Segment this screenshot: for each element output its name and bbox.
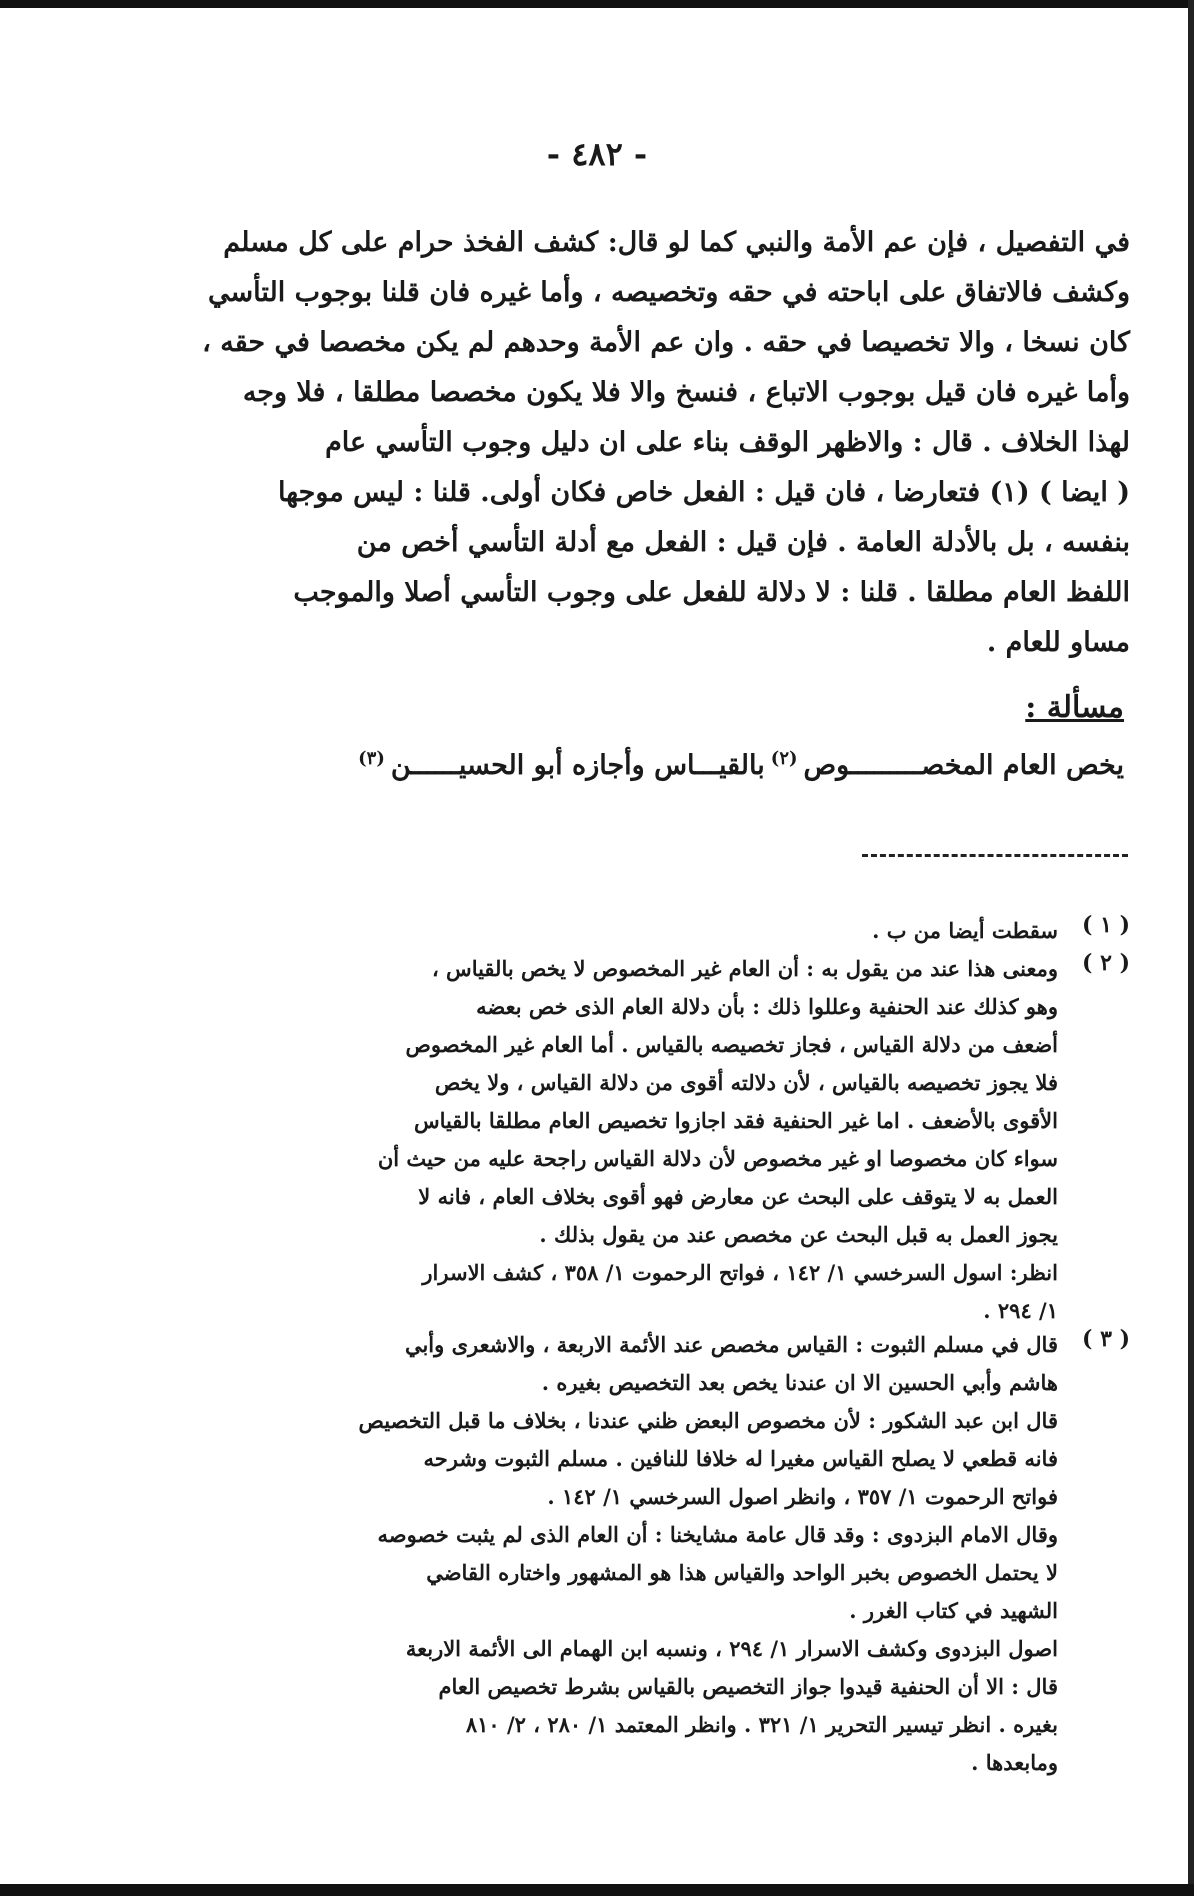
footnote-line: فواتح الرحموت ١/ ٣٥٧ ، وانظر اصول السرخسي ١/ ١٤٢ . [547,1484,1058,1509]
footnote-line: قال : الا أن الحنفية قيدوا جواز التخصيص بالقياس بشرط تخصيص العام [438,1674,1058,1699]
footnote-line: العمل به لا يتوقف على البحث عن معارض فهو أقوى بخلاف العام ، فانه لا [418,1184,1058,1209]
footnote-line: اصول البزدوى وكشف الاسرار ١/ ٢٩٤ ، ونسبه ابن الهمام الى الأئمة الاربعة [405,1636,1058,1661]
main-line: مساو للعام . [986,627,1130,658]
footnote-number: ( ١ ) [1082,912,1130,938]
footnote-1 [150,912,1130,950]
main-text-block [200,218,1130,668]
footnote-3 [150,1326,1130,1782]
main-line: بنفسه ، بل بالأدلة العامة . فإن قيل : الفعل مع أدلة التأسي أخص من [356,527,1130,558]
footnote-line: الأقوى بالأضعف . اما غير الحنفية فقد اجازوا تخصيص العام مطلقا بالقياس [413,1108,1058,1133]
masala-text-part1: يخص العام المخصـــــــــوص [803,750,1124,781]
masala-heading: مسألة : [1025,690,1124,725]
scan-edge-right [1188,0,1194,1896]
footnote-number: ( ٣ ) [1082,1326,1130,1352]
footnote-separator [862,854,1128,857]
footnote-line: قال ابن عبد الشكور : لأن مخصوص البعض ظني عندنا ، بخلاف ما قبل التخصيص [358,1408,1058,1433]
footnote-2 [150,950,1130,1330]
footnote-line: ومعنى هذا عند من يقول به : أن العام غير المخصوص لا يخص بالقياس ، [431,956,1058,981]
footnote-line: سقطت أيضا من ب . [872,918,1058,943]
footnote-line: وهو كذلك عند الحنفية وعللوا ذلك : بأن دلالة العام الذى خص بعضه [476,994,1058,1019]
footnote-number: ( ٢ ) [1082,950,1130,976]
footnote-line: الشهيد في كتاب الغرر . [849,1598,1058,1623]
footnote-line: انظر: اسول السرخسي ١/ ١٤٢ ، فواتح الرحموت ١/ ٣٥٨ ، كشف الاسرار [422,1260,1058,1285]
masala-text-part2: بالقيـــاس وأجازه أبو الحسيــــــن [390,750,765,781]
footnote-line: بغيره . انظر تيسير التحرير ١/ ٣٢١ . وانظر المعتمد ١/ ٢٨٠ ، ٢/ ٨١٠ [465,1712,1058,1737]
scan-edge-bottom [0,1884,1194,1896]
main-line: وأما غيره فان قيل بوجوب الاتباع ، فنسخ والا فلا يكون مخصصا مطلقا ، فلا وجه [242,377,1130,408]
main-line: ( ايضا ) (١) فتعارضا ، فان قيل : الفعل خاص فكان أولى. قلنا : ليس موجها [277,477,1130,508]
footnote-ref-3: (٣) [358,748,385,769]
footnote-line: يجوز العمل به قبل البحث عن مخصص عند من يقول بذلك . [539,1222,1058,1247]
footnote-line: فلا يجوز تخصيصه بالقياس ، لأن دلالته أقوى من دلالة القياس ، ولا يخص [434,1070,1058,1095]
footnote-line: هاشم وأبي الحسين الا ان عندنا يخص بعد التخصيص بغيره . [541,1370,1058,1395]
footnote-line: أضعف من دلالة القياس ، فجاز تخصيصه بالقياس . أما العام غير المخصوص [405,1032,1058,1057]
masala-statement [194,748,1124,781]
main-line: لهذا الخلاف . قال : والاظهر الوقف بناء على ان دليل وجوب التأسي عام [325,427,1130,458]
scan-edge-top [0,0,1194,8]
footnote-line: ١/ ٢٩٤ . [983,1298,1058,1323]
footnote-ref-2: (٢) [770,748,798,769]
footnote-line: قال في مسلم الثبوت : القياس مخصص عند الأئمة الاربعة ، والاشعرى وأبي [404,1332,1058,1357]
main-line: كان نسخا ، والا تخصيصا في حقه . وان عم الأمة وحدهم لم يكن مخصصا في حقه ، [202,327,1130,358]
main-line: اللفظ العام مطلقا . قلنا : لا دلالة للفعل على وجوب التأسي أصلا والموجب [293,577,1130,608]
footnote-line: سواء كان مخصوصا او غير مخصوص لأن دلالة القياس راجحة عليه من حيث أن [377,1146,1058,1171]
main-line: في التفصيل ، فإن عم الأمة والنبي كما لو قال: كشف الفخذ حرام على كل مسلم [223,227,1130,258]
footnote-line: فانه قطعي لا يصلح القياس مغيرا له خلافا للنافين . مسلم الثبوت وشرحه [423,1446,1058,1471]
footnote-line: ومابعدها . [971,1750,1058,1775]
page-number: - ٤٨٢ - [546,135,648,173]
main-line: وكشف فالاتفاق على اباحته في حقه وتخصيصه ، وأما غيره فان قلنا بوجوب التأسي [208,277,1130,308]
footnote-line: لا يحتمل الخصوص بخبر الواحد والقياس هذا هو المشهور واختاره القاضي [426,1560,1058,1585]
footnote-line: وقال الامام البزدوى : وقد قال عامة مشايخنا : أن العام الذى لم يثبت خصوصه [377,1522,1058,1547]
